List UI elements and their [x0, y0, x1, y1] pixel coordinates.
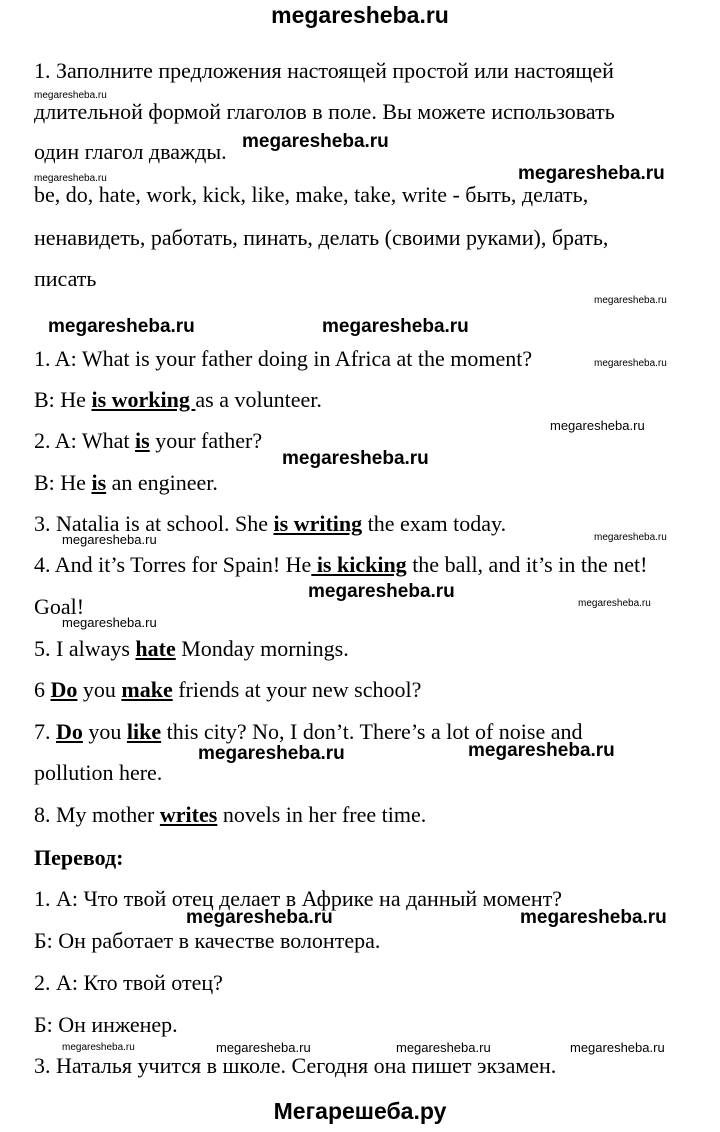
sentence-text: 4. And it’s Torres for Spain! He [34, 552, 312, 577]
watermark: megaresheba.ru [518, 163, 665, 184]
sentence-text: B: He [34, 470, 92, 495]
task-line-5: ненавидеть, работать, пинать, делать (своими руками), брать, [34, 225, 609, 250]
sentence-text: friends at your new school? [172, 677, 422, 702]
sentence-text: 1. A: What is your father doing in Africa at the moment? [34, 346, 533, 371]
watermark: megaresheba.ru [322, 316, 469, 337]
sentence-8 [34, 802, 426, 828]
watermark: megaresheba.ru [396, 1040, 491, 1055]
answer: writes [159, 802, 218, 827]
watermark: megaresheba.ru [62, 615, 157, 630]
sentence-7b [34, 760, 162, 786]
watermark: megaresheba.ru [34, 173, 107, 184]
answer: Do [56, 719, 83, 744]
watermark: megaresheba.ru [578, 598, 651, 609]
watermark: megaresheba.ru [216, 1040, 311, 1055]
sentence-text: 2. A: What [34, 428, 136, 453]
sentence-text: an engineer. [106, 470, 218, 495]
watermark: megaresheba.ru [594, 532, 667, 543]
translation-title: Перевод: [34, 845, 124, 870]
answer: is [135, 428, 150, 453]
sentence-1a [34, 346, 532, 372]
translation-line-5: 3. Наталья учится в школе. Сегодня она пишет экзамен. [34, 1053, 557, 1078]
watermark: megaresheba.ru [62, 532, 157, 547]
translation-line-1: 1. А: Что твой отец делает в Африке на данный момент? [34, 886, 562, 911]
watermark: megaresheba.ru [48, 316, 195, 337]
sentence-text: 3. Natalia is at school. She [34, 511, 274, 536]
site-header: megaresheba.ru [271, 2, 449, 28]
answer: Do [50, 677, 78, 702]
answer: make [121, 677, 173, 702]
sentence-6 [34, 677, 421, 703]
watermark: megaresheba.ru [282, 448, 429, 469]
answer: is [91, 470, 107, 495]
sentence-text: Goal! [34, 594, 85, 619]
answer: hate [135, 636, 176, 661]
sentence-text: pollution here. [34, 760, 163, 785]
sentence-text: 7. [34, 719, 56, 744]
sentence-text: your father? [149, 428, 263, 453]
watermark: megaresheba.ru [308, 581, 455, 602]
sentence-text: B: He [34, 387, 92, 412]
watermark: megaresheba.ru [34, 90, 107, 101]
task-line-1: 1. Заполните предложения настоящей простой или настоящей [34, 58, 614, 83]
sentence-2b [34, 470, 218, 496]
sentence-text: 6 [34, 677, 51, 702]
watermark: megaresheba.ru [550, 418, 645, 433]
sentence-text: as a volunteer. [195, 387, 322, 412]
task-line-2: длительной формой глаголов в поле. Вы можете использовать [34, 99, 615, 124]
watermark: megaresheba.ru [520, 907, 667, 928]
sentence-text: this city? No, I don’t. There’s a lot of noise and [161, 719, 583, 744]
sentence-text: 8. My mother [34, 802, 160, 827]
task-line-3: один глагол дважды. [34, 139, 227, 164]
watermark: megaresheba.ru [242, 131, 389, 152]
sentence-2a [34, 428, 262, 454]
watermark: megaresheba.ru [62, 1042, 135, 1053]
sentence-text: 5. I always [34, 636, 136, 661]
sentence-4 [34, 552, 647, 578]
watermark: megaresheba.ru [570, 1040, 665, 1055]
sentence-text: you [82, 719, 127, 744]
translation-line-4: Б: Он инженер. [34, 1012, 178, 1037]
sentence-text: Monday mornings. [175, 636, 349, 661]
answer: is kicking [311, 552, 407, 577]
site-footer: Мегарешеба.ру [273, 1098, 447, 1124]
sentence-5 [34, 636, 349, 662]
answer: is working [91, 387, 196, 412]
sentence-text: novels in her free time. [217, 802, 427, 827]
answer: like [126, 719, 162, 744]
sentence-text: the exam today. [362, 511, 507, 536]
task-line-4: be, do, hate, work, kick, like, make, take, write - быть, делать, [34, 182, 589, 207]
watermark: megaresheba.ru [594, 295, 667, 306]
watermark: megaresheba.ru [186, 907, 333, 928]
answer: is writing [273, 511, 363, 536]
sentence-1b [34, 387, 322, 413]
watermark: megaresheba.ru [594, 358, 667, 369]
translation-line-3: 2. А: Кто твой отец? [34, 970, 223, 995]
sentence-text: the ball, and it’s in the net! [406, 552, 648, 577]
task-line-6: писать [34, 266, 97, 291]
translation-line-2: Б: Он работает в качестве волонтера. [34, 928, 381, 953]
watermark: megaresheba.ru [198, 743, 345, 764]
sentence-text: you [77, 677, 122, 702]
watermark: megaresheba.ru [468, 740, 615, 761]
